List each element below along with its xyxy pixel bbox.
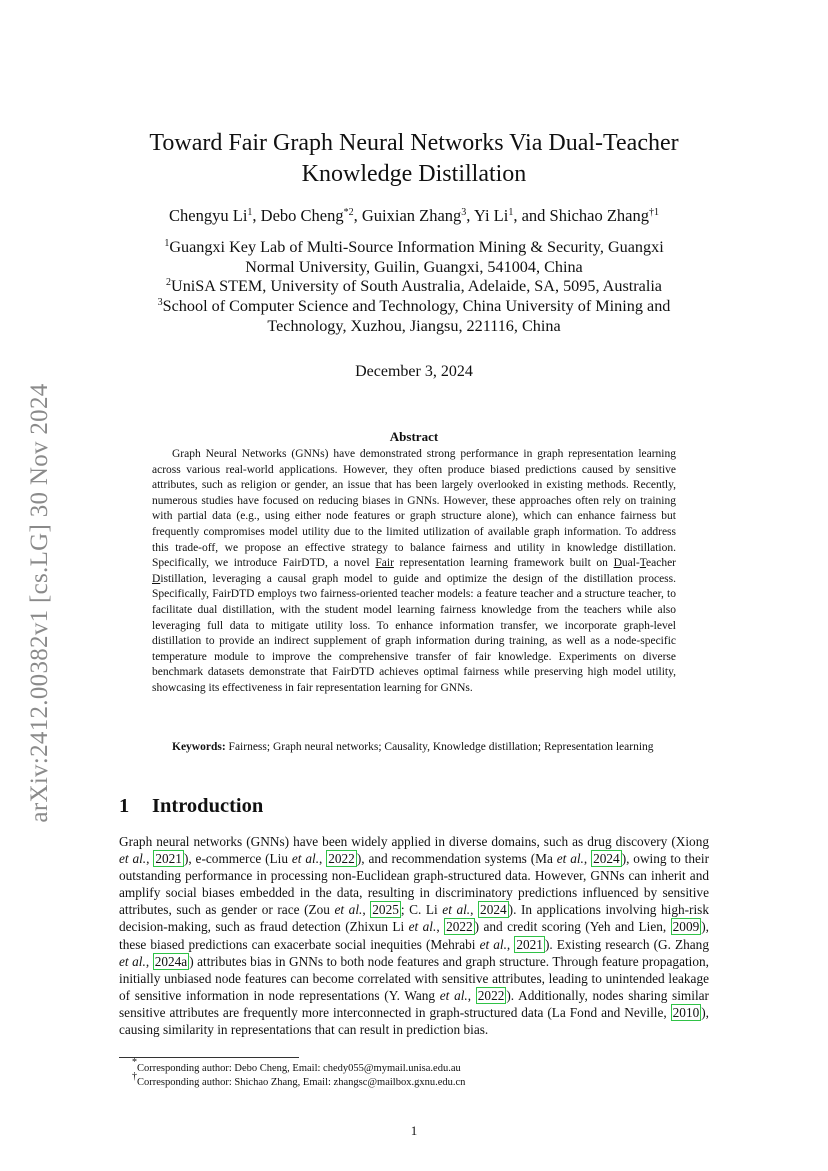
arxiv-identifier: arXiv:2412.00382v1 [cs.LG] 30 Nov 2024 <box>26 383 53 823</box>
affiliation-3-cont: Technology, Xuzhou, Jiangsu, 221116, China <box>267 316 561 335</box>
footnote: *Corresponding author: Debo Cheng, Email: chedy055@mymail.unisa.edu.au <box>132 1057 461 1074</box>
citation-link[interactable]: 2022 <box>477 987 505 1003</box>
citation-link[interactable]: 2024a <box>154 953 188 969</box>
affiliation-3: $^3$School of Computer Science and Technology, China University of Mining and <box>157 297 671 316</box>
citation-link[interactable]: 2024 <box>480 902 507 918</box>
citation-link[interactable]: 2022 <box>328 851 355 867</box>
citation-link[interactable]: 2025 <box>372 902 399 918</box>
author-name: Debo Cheng <box>260 206 344 225</box>
keywords-text: Fairness; Graph neural networks; Causality, Knowledge distillation; Representation learning <box>228 741 654 753</box>
keywords-label: Keywords: <box>172 741 226 753</box>
author-name: Shichao Zhang <box>549 206 649 225</box>
author-affil-mark: 3 <box>461 207 467 218</box>
paper-date: December 3, 2024 <box>355 363 473 380</box>
abstract-body: Graph Neural Networks (GNNs) have demonstrated strong performance in graph representation learning across various real-world applications. However, they often produce biased predictions caused by sensitive attributes, such as religion or gender, an issue that has been largely overlooked in existing methods. Recently, numerous studies have focused on reducing biases in GNNs. However, these approaches often rely on training with partial data (e.g., using either node features or graph structure alone), which can enhance fairness but frequently compromises model utility due to the limited utilization of available graph information. To address this trade-off, we propose an effective strategy to balance fairness and utility in knowledge distillation. Specifically, we introduce FairDTD, a novel Fair representation learning framework built on Dual-Teacher Distillation, leveraging a causal graph model to guide and optimize the design of the distillation process. Specifically, FairDTD employs two fairness-oriented teacher models: a feature teacher and a structure teacher, to facilitate dual distillation, with the student model learning fairness knowledge from the teachers while also leveraging full data to mitigate utility loss. To enhance information transfer, we incorporate graph-level distillation to provide an indirect supplement of graph information during training, as well as a node-specific temperature module to improve the comprehensive transfer of fair knowledge. Experiments on diverse benchmark datasets demonstrate that FairDTD achieves optimal fairness while preserving high model utility, showcasing its effectiveness in fair representation learning for GNNs. <box>152 448 676 694</box>
author-name: Chengyu Li <box>169 206 248 225</box>
page-number: 1 <box>410 1123 418 1138</box>
paper-title <box>120 128 708 190</box>
section-title: Introduction <box>152 795 264 817</box>
affiliation-1: $^1$Guangxi Key Lab of Multi-Source Information Mining & Security, Guangxi <box>164 238 664 256</box>
citation-link[interactable]: 2021 <box>155 851 182 867</box>
abstract-heading: Abstract <box>389 429 439 444</box>
footnote: †Corresponding author: Shichao Zhang, Email: zhangsc@mailbox.gxnu.edu.cn <box>132 1070 466 1088</box>
title-line-2: Knowledge Distillation <box>301 161 527 187</box>
author-name: Guixian Zhang <box>361 206 462 225</box>
footnote-rule <box>119 1057 299 1058</box>
author-affil-mark: †1 <box>648 207 659 218</box>
citation-link[interactable]: 2009 <box>672 919 700 935</box>
citation-link[interactable]: 2024 <box>593 851 620 867</box>
author-affil-mark: *2 <box>343 207 354 218</box>
author-affil-mark: 1 <box>247 207 253 218</box>
author-affil-mark: 1 <box>508 207 514 218</box>
citation-link[interactable]: 2022 <box>446 919 473 935</box>
introduction-paragraph: Graph neural networks (GNNs) have been widely applied in diverse domains, such as drug discovery (Xiong et al., 2021 ), e-commerce (Liu et al., 2022 ), and recommendation systems (Ma et al., 2024 ), owing to their outstanding performance in processing non-Euclidean graph-structured data. However, GNNs can inherit and amplify social biases embedded in the data, resulting in discriminatory predictions influenced by sensitive attributes, such as gender or race (Zou et al., 2025 ; C. Li et al., 2024 ). In applications involving high-risk decision-making, such as fraud detection (Zhixun Li et al., 2022 ) and credit scoring (Yeh and Lien, 2009 ), these biased predictions can exacerbate social inequities (Mehrabi et al., 2021 ). Existing research (G. Zhang et al., 2024a ) attributes bias in GNNs to both node features and graph structure. Through feature propagation, initially unbiased node features can become correlated with sensitive attributes, leading to unintended leakage of sensitive information in node representations (Y. Wang et al., 2022 ). Additionally, nodes sharing similar sensitive attributes are frequently more interconnected in graph-structured data (La Fond and Neville, 2010 ), causing similarity in representations that can result in prediction bias. <box>119 834 710 1038</box>
section-number: 1 <box>119 795 130 817</box>
affiliations <box>100 238 728 337</box>
citation-link[interactable]: 2021 <box>516 936 543 952</box>
title-line-1: Toward Fair Graph Neural Networks Via Dual-Teacher <box>149 130 679 156</box>
author-list: Chengyu Li$^1$, Debo Cheng$^{*2}$, Guixian Zhang$^3$, Yi Li$^1$, and Shichao Zhang$^{\dagger 1}$ <box>169 206 659 225</box>
author-name: Yi Li <box>473 206 509 225</box>
affiliation-2: $^2$UniSA STEM, University of South Australia, Adelaide, SA, 5095, Australia <box>166 277 662 296</box>
affiliation-1-cont: Normal University, Guilin, Guangxi, 541004, China <box>245 257 583 276</box>
citation-link[interactable]: 2010 <box>672 1004 700 1020</box>
footnotes <box>132 1057 466 1089</box>
keywords <box>152 740 676 756</box>
section-heading <box>119 795 263 818</box>
